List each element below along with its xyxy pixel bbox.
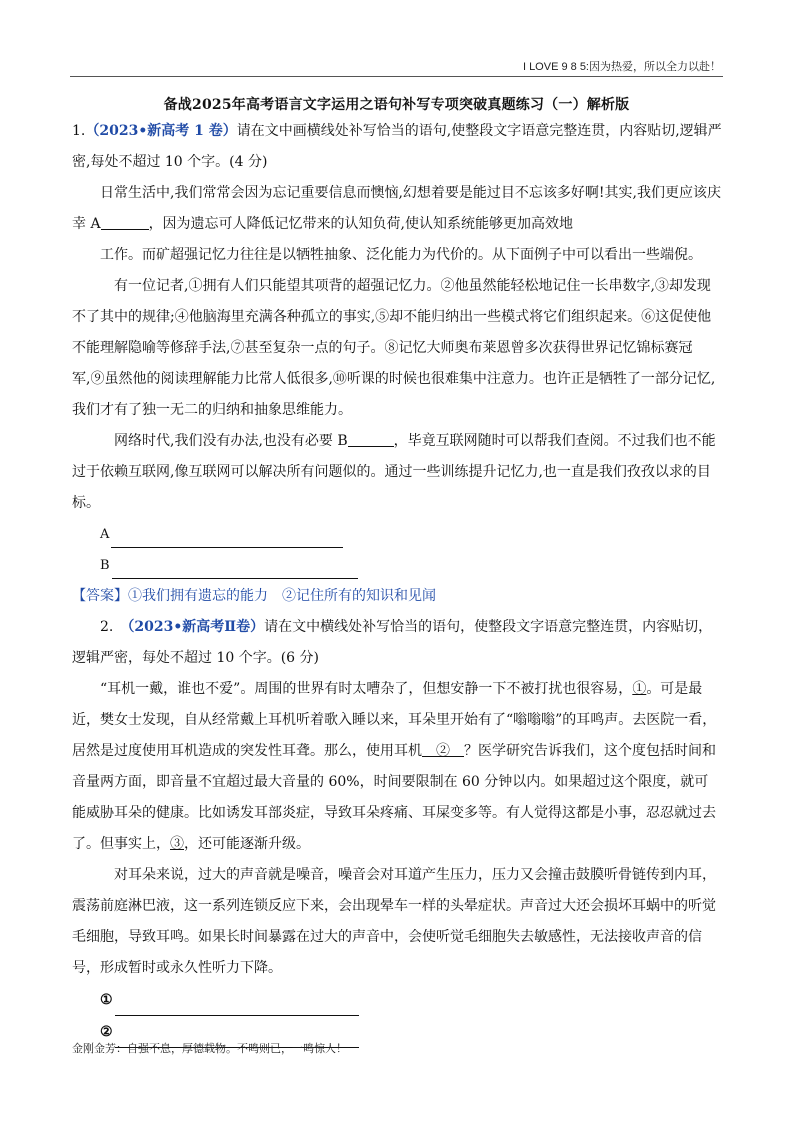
answer-line-b: B	[100, 552, 722, 579]
answer-field-a[interactable]	[111, 535, 343, 548]
header-divider	[70, 76, 723, 77]
answer-field-b[interactable]	[112, 566, 358, 579]
blank-1-marker: ①	[632, 681, 647, 697]
answer-line-a: A	[100, 521, 722, 548]
question-2-source: （2023•新高考Ⅱ卷）	[127, 619, 265, 635]
blank-3-marker: ③	[170, 836, 184, 852]
page-header: I LOVE 9 8 5:因为热爱，所以全力以赴！	[522, 61, 721, 73]
question-2-stem	[72, 612, 722, 674]
question-2-number: 2.	[100, 619, 114, 635]
question-2-paragraph-1: “耳机一戴，谁也不爱”。周围的世界有时太嘈杂了，但想安静一下不被打扰也很容易，①。可是最近，樊女士发现，自从经常戴上耳机听着歌入睡以来，耳朵里开始有了“嗡嗡嗡”的耳鸣声。去医院一看，居然是过度使用耳机造成的突发性耳聋。那么，使用耳机 ② ？医学研究告诉我们，这个度包括时间和音量两方面，即音量不宜超过最大音量的 60%，时间要限制在 60 分钟以内。如果超过这个限度，就可能威胁耳朵的健康。比如诱发耳部炎症，导致耳朵疼痛、耳屎变多等。有人觉得这都是小事，忍忍就过去了。但事实上，③，还可能逐渐升级。	[72, 681, 717, 852]
question-1-stem	[72, 116, 722, 178]
question-1-paragraph-1: 日常生活中,我们常常会因为忘记重要信息而懊恼,幻想着要是能过目不忘该多好啊!其实,我们更应该庆幸 A ，因为遗忘可人降低记忆带来的认知负荷,使认知系统能够更加高效地	[72, 185, 721, 232]
document-title: 备战2025年高考语言文字运用之语句补写专项突破真题练习（一）解析版	[163, 97, 630, 113]
question-2-paragraph-2: 对耳朵来说，过大的声音就是噪音，噪音会对耳道产生压力，压力又会撞击鼓膜听骨链传到内耳，震荡前庭淋巴液，这一系列连锁反应下来，会出现晕车一样的头晕症状。声音过大还会损坏耳蜗中的听觉毛细胞，导致耳鸣。如果长时间暴露在过大的声音中，会使听觉毛细胞失去敏感性，无法接收声音的信号，形成暂时或永久性听力下降。	[72, 867, 716, 976]
question-1-answer: 【答案】①我们拥有遗忘的能力 ②记住所有的知识和见闻	[72, 588, 436, 604]
answer-field-1[interactable]	[115, 1003, 359, 1016]
blank-2-marker: ②	[422, 743, 464, 759]
question-1-paragraph-4: 网络时代,我们没有办法,也没有必要 B ，毕竟互联网随时可以帮我们查阅。不过我们也不能过于依赖互联网,像互联网可以解决所有问题似的。通过一些训练提升记忆力,也一直是我们孜孜以求的目标。	[72, 433, 716, 511]
question-2-prompt: 请在文中横线处补写恰当的语句，使整段文字语意完整连贯，内容贴切，逻辑严密，每处不超过 10 个字。(6 分)	[72, 619, 713, 666]
question-1-paragraph-2: 工作。而矿超强记忆力往往是以牺牲抽象、泛化能力为代价的。从下面例子中可以看出一些端倪。	[100, 247, 702, 263]
blank-b-inline	[348, 432, 394, 447]
answer-line-1: ①	[100, 984, 722, 1016]
question-1-number: 1.	[72, 123, 86, 139]
question-1-paragraph-3: 有一位记者,①拥有人们只能望其项背的超强记忆力。②他虽然能轻松地记住一长串数字,③却发现不了其中的规律;④他脑海里充满各种孤立的事实,⑤却不能归纳出一些模式将它们组织起来。⑥这促使他不能理解隐喻等修辞手法,⑦甚至复杂一点的句子。⑧记忆大师奥布莱恩曾多次获得世界记忆锦标赛冠军,⑨虽然他的阅读理解能力比常人低很多,⑩听课的时候也很难集中注意力。也许正是牺牲了一部分记忆,我们才有了独一无二的归纳和抽象思维能力。	[72, 278, 716, 418]
document-body	[72, 116, 722, 1048]
answer-line-2: ②	[100, 1016, 722, 1048]
question-1-prompt: 请在文中画横线处补写恰当的语句,使整段文字语意完整连贯，内容贴切,逻辑严密,每处不超过 10 个字。(4 分)	[72, 123, 722, 170]
blank-a-inline	[101, 215, 149, 230]
question-1-source: （2023•新高考 1 卷）	[85, 123, 237, 139]
page-footer: 金刚金芳：自强不息，厚德载物。不鸣则已，一鸣惊人！	[72, 1043, 347, 1055]
